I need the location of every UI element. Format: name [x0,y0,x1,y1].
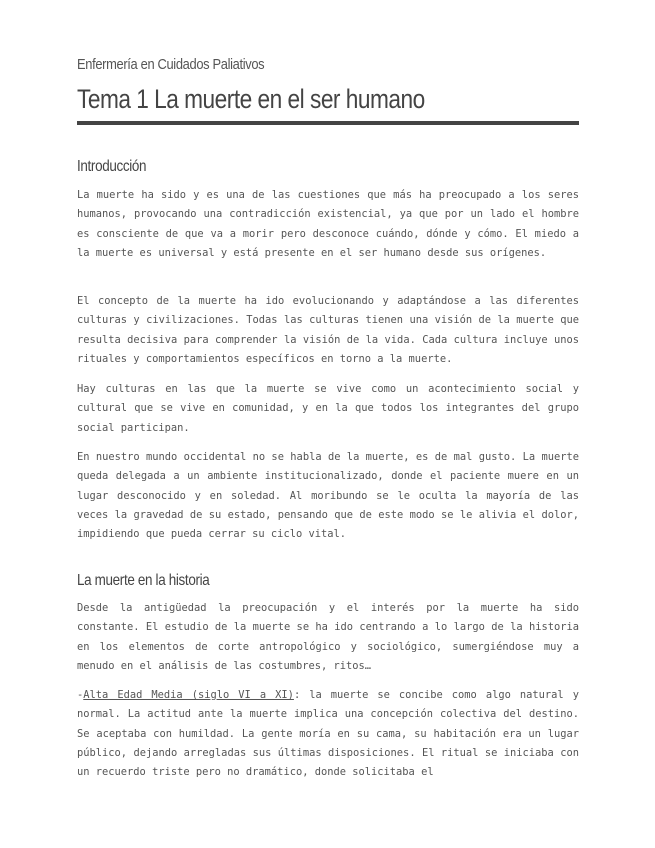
paragraph: El concepto de la muerte ha ido evolucionando y adaptándose a las diferentes culturas y civilizaciones. Todas las culturas tienen una visión de la muerte que resulta decisiva para comprender la visión de la vida. Cada cultura incluye unos rituales y comportamientos específicos en torno a la muerte. [77,295,579,365]
paragraph: En nuestro mundo occidental no se habla de la muerte, es de mal gusto. La muerte queda delegada a un ambiente institucionalizado, donde el paciente muere en un lugar desconocido y en soledad. Al moribundo se le oculta la mayoría de las veces la gravedad de su estado, pensando que de este modo se le alivia el dolor, impidiendo que pueda cerrar su ciclo vital. [77,451,579,541]
list-dash: - [77,689,84,701]
section-heading-historia: La muerte en la historia [77,572,210,589]
page-title: Tema 1 La muerte en el ser humano [77,84,425,114]
era-label: Alta Edad Media (siglo VI a XI) [83,689,294,701]
section-heading-introduccion: Introducción [77,158,147,175]
era-text: : la muerte se concibe como algo natural y normal. La actitud ante la muerte implica una concepción colectiva del destino. Se aceptaba con humildad. La gente moría en su cama, su habitación era un lugar público, dejando arregladas sus últimas disposiciones. El ritual se iniciaba con un recuerdo triste pero no dramático, donde solicitaba el [77,689,579,779]
paragraph: Hay culturas en las que la muerte se vive como un acontecimiento social y cultural que se vive en comunidad, y en la que todos los integrantes del grupo social participan. [77,383,579,434]
course-name: Enfermería en Cuidados Paliativos [77,56,265,73]
paragraph: La muerte ha sido y es una de las cuestiones que más ha preocupado a los seres humanos, provocando una contradicción existencial, ya que por un lado el hombre es consciente de que va a morir pero desconoce cuándo, dónde y cómo. El miedo a la muerte es universal y está presente en el ser humano desde sus orígenes. [77,189,579,259]
title-divider [77,121,579,125]
era-paragraph [77,686,579,782]
paragraph: Desde la antigüedad la preocupación y el interés por la muerte ha sido constante. El estudio de la muerte se ha ido centrando a lo largo de la historia en los elementos de corte antropológico y sociológico, sumergiéndose muy a menudo en el análisis de las costumbres, ritos… [77,602,579,672]
